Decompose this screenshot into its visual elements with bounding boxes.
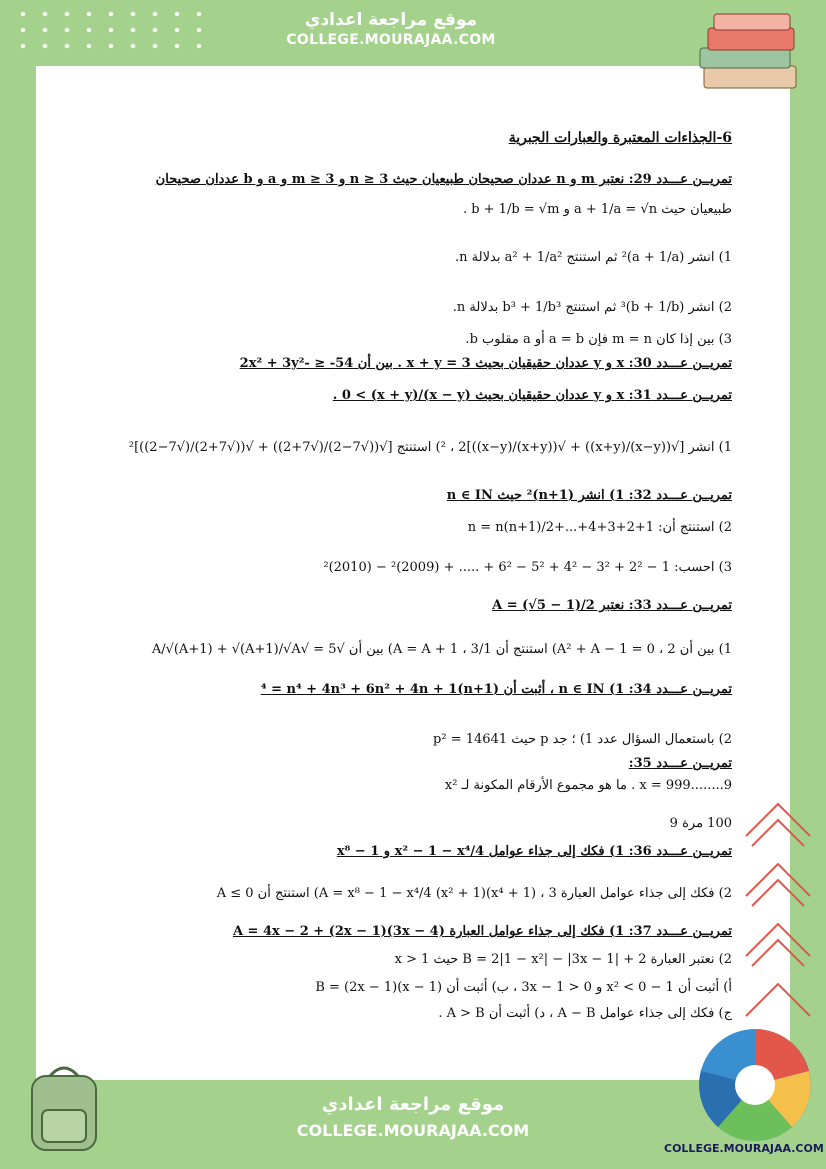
exercise-line: 1) انشر (a + 1/a)² ثم استنتج a² + 1/a² بدلالة n.	[455, 250, 732, 265]
decorative-dots	[12, 6, 202, 56]
exercise-line: طبيعيان حيث a + 1/a = √n و b + 1/b = √m .	[462, 202, 732, 217]
exercise-line: تمريــن عـــدد 33: نعتبر A = (√5 − 1)/2	[492, 598, 732, 613]
header-site-name: موقع مراجعة اعدادي	[304, 10, 478, 30]
exercise-line: تمريــن عـــدد 34: 1) n ∈ IN ، أثبت أن (1+n)⁴ = n⁴ + 4n³ + 6n² + 4n + 1	[260, 682, 732, 697]
exercise-line: أ) أثبت أن 1 − x² < 0 و 3x − 1 > 0 ، ب) أثبت أن B = (2x − 1)(x − 1)	[315, 980, 732, 995]
exercise-line: 2) فكك إلى جذاء عوامل العبارة A = x⁸ − 1 − x⁴/4 (x² + 1)(x⁴ + 1) ، 3) استنتج أن A ≤ 0	[216, 886, 732, 901]
header-site-url[interactable]: COLLEGE.MOURAJAA.COM	[286, 32, 496, 48]
footer-site-name: موقع مراجعة اعدادي	[321, 1094, 505, 1115]
footer-logo-url[interactable]: COLLEGE.MOURAJAA.COM	[664, 1142, 824, 1155]
exercise-line: تمريــن عـــدد 37: 1) فكك إلى جذاء عوامل العبارة A = 4x − 2 + (2x − 1)(3x − 4)	[232, 924, 732, 939]
exercise-line: 2) باستعمال السؤال عدد 1) ؛ جد p حيث 14641 = p²	[433, 732, 732, 747]
exercise-line: تمريــن عـــدد 36: 1) فكك إلى جذاء عوامل x² − 1 − x⁴/4 و x⁸ − 1	[336, 844, 732, 859]
exercise-line: 2) استنتج أن: 1+2+3+4+...+n = n(n+1)/2	[467, 520, 732, 535]
exercise-line: 1) انشر [√((x−y)/(x+y)) + √((x+y)/(x−y))]² ، 2) استنتج [√((√7−2)/(√7+2)) + √((√7+2)/(√7−2))]²	[128, 440, 732, 455]
exercise-line: 3) بين إذا كان m = n فإن a = b أو a مقلوب b.	[465, 332, 732, 347]
exercise-line: x = 999........9 . ما هو مجموع الأرقام المكونة لـ x²	[444, 778, 732, 793]
exercise-line: تمريــن عـــدد 32: 1) انشر (n+1)² حيث n ∈ IN	[446, 488, 732, 503]
exercise-line: تمريــن عـــدد 30: x و y عددان حقيقيان بحيث x + y = 3 . بين أن 54- ≤ -2x² + 3y²	[239, 356, 732, 371]
education-wheel-icon	[696, 1026, 814, 1144]
footer-site-url[interactable]: COLLEGE.MOURAJAA.COM	[296, 1121, 530, 1140]
backpack-icon	[18, 1058, 110, 1154]
exercise-line: تمريــن عـــدد 29: نعتبر m و n عددان صحيحان طبيعيان حيث n ≥ 3 و m ≥ 3 و a و b عددان صحيحان	[155, 172, 732, 187]
exercise-line: 2) نعتبر العبارة B = 2|1 − x²| − |3x − 1| + 2 حيث x > 1	[394, 952, 732, 967]
footer-badge[interactable]	[270, 1086, 556, 1158]
chevron-decoration-icon	[742, 796, 814, 1026]
frame-left	[0, 0, 36, 1169]
exercise-line: 3) احسب: 1 − 2² + 3² − 4² + 5² − 6² + ..... + (2009)² − (2010)²	[323, 560, 732, 575]
exercise-line: 1) بين أن A² + A − 1 = 0 ، 2) استنتج أن 1/A = A + 1 ، 3) بين أن √5 = √A/√(A+1) + √(A+1)/√A	[151, 642, 732, 657]
exercise-line: تمريــن عـــدد 31: x و y عددان حقيقيان بحيث (x − y)/(x + y) > 0 .	[332, 388, 732, 403]
books-icon	[694, 12, 802, 100]
exercise-line: 100 مرة 9	[669, 816, 732, 831]
header-badge[interactable]	[262, 2, 520, 58]
exercise-line: ج) فكك إلى جذاء عوامل A − B ، د) أثبت أن A > B .	[438, 1006, 732, 1021]
exercise-line: تمريــن عـــدد 35:	[628, 756, 732, 771]
exercise-line: 2) انشر (b + 1/b)³ ثم استنتج b³ + 1/b³ بدلالة n.	[452, 300, 732, 315]
section-title: 6-الجذاءات المعتبرة والعبارات الجبرية	[508, 130, 732, 146]
